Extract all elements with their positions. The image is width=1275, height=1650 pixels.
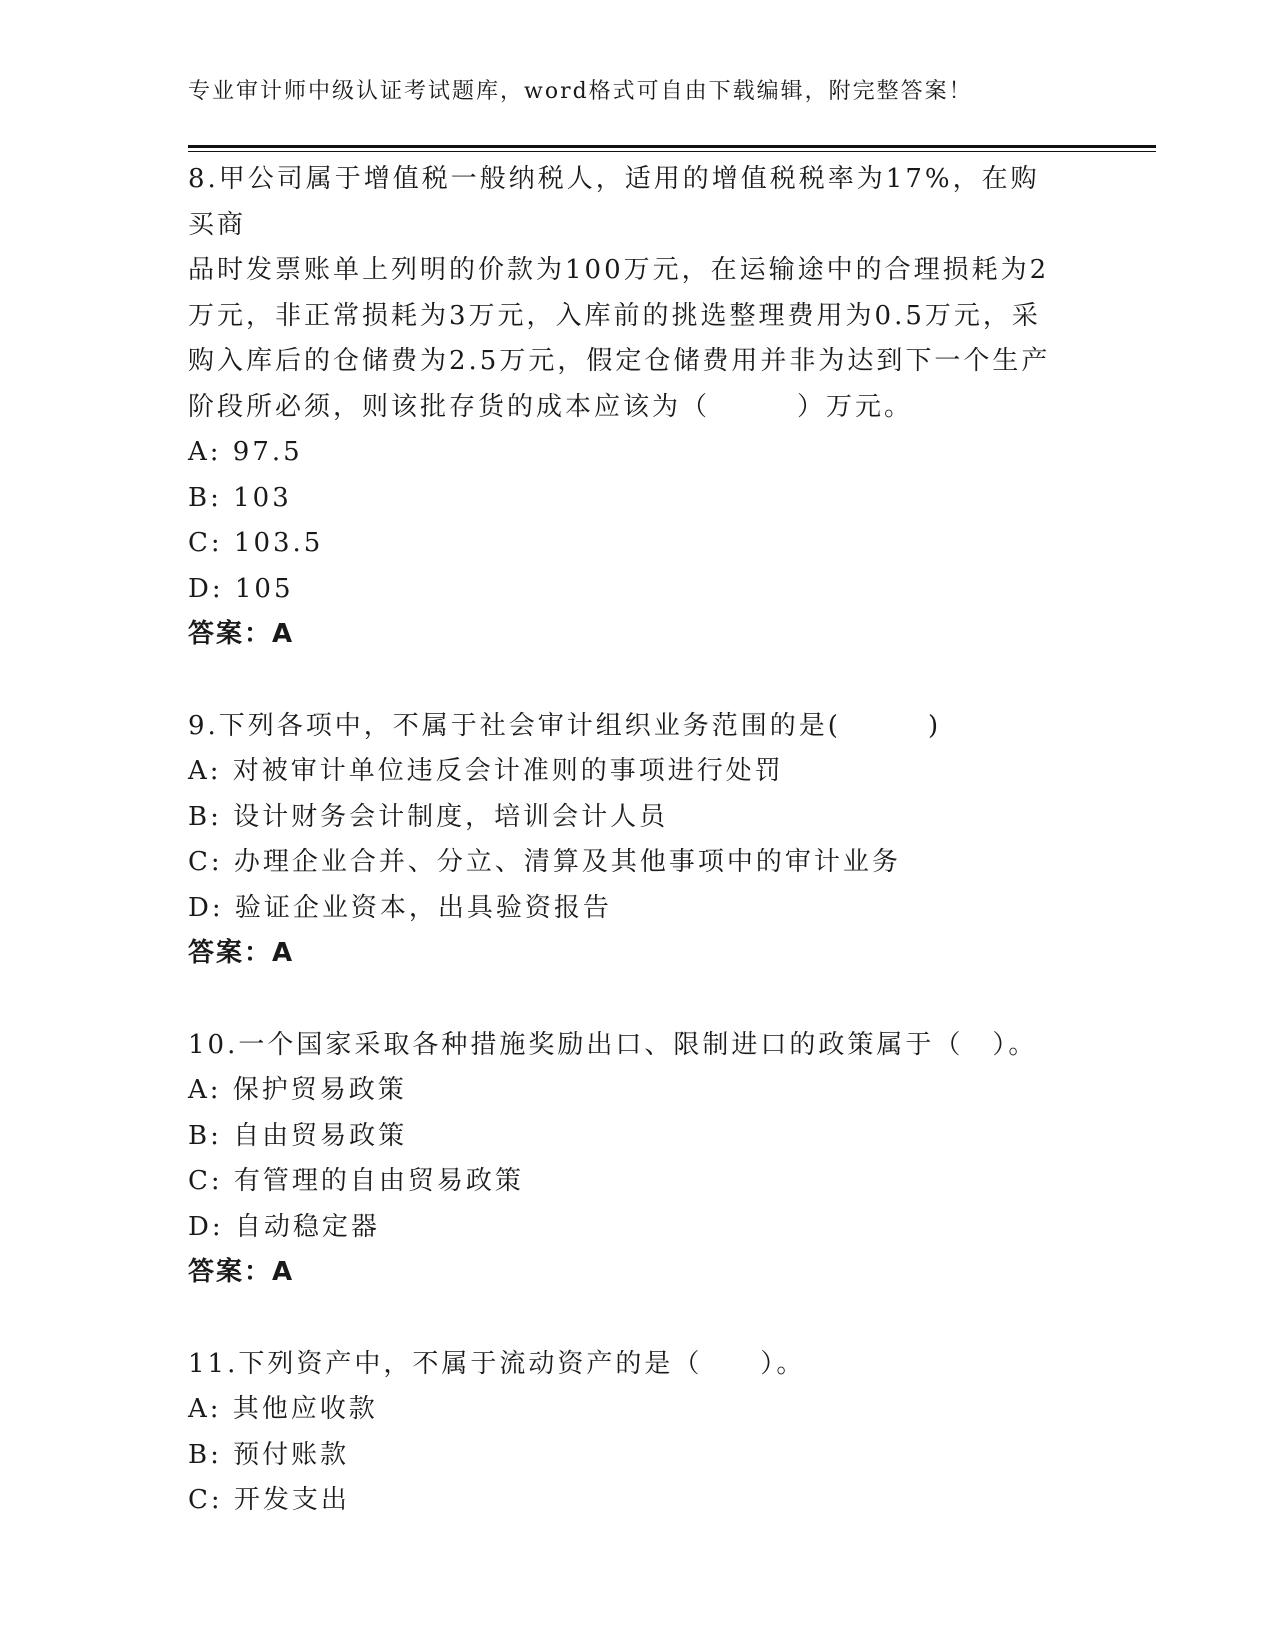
- option-a: A: 对被审计单位违反会计准则的事项进行处罚: [188, 756, 784, 786]
- option-b: B: 预付账款: [188, 1439, 350, 1470]
- stem-line: 万元，非正常损耗为3万元，入库前的挑选整理费用为0.5万元，采: [188, 300, 1041, 331]
- stem-line: 8.甲公司属于增值税一般纳税人，适用的增值税税率为17%，在购买商: [188, 164, 1040, 240]
- stem-line: 品时发票账单上列明的价款为100万元，在运输途中的合理损耗为2: [188, 255, 1050, 285]
- stem-line: 9.下列各项中，不属于社会审计组织业务范围的是( ): [188, 710, 942, 741]
- question-spacer: [188, 1296, 1088, 1342]
- option-d: D: 验证企业资本，出具验资报告: [188, 892, 612, 923]
- stem-line: 10.一个国家采取各种措施奖励出口、限制进口的政策属于（ ）。: [188, 1029, 1038, 1060]
- stem-line: 购入库后的仓储费为2.5万元，假定仓储费用并非为达到下一个生产: [188, 346, 1051, 376]
- option-a: A: 97.5: [188, 437, 303, 467]
- question-spacer: [188, 977, 1088, 1023]
- option-c: C: 有管理的自由贸易政策: [188, 1166, 524, 1196]
- answer-label: 答案：A: [188, 619, 295, 649]
- option-a: A: 保护贸易政策: [188, 1075, 407, 1105]
- question-stem: [188, 1342, 1068, 1388]
- question-list: [188, 157, 1088, 1524]
- option-c: C: 103.5: [188, 528, 324, 558]
- stem-line: 11.下列资产中，不属于流动资产的是（ ）。: [188, 1348, 806, 1379]
- option-d: D: 自动稳定器: [188, 1211, 380, 1242]
- header-rule-thin: [188, 151, 1156, 152]
- option-b: B: 设计财务会计制度，培训会计人员: [188, 801, 669, 832]
- header-rule-thick: [188, 145, 1156, 148]
- question-stem: [188, 1023, 1068, 1069]
- question-8: [188, 157, 1088, 658]
- page-header: 专业审计师中级认证考试题库，word格式可自由下载编辑，附完整答案！: [188, 79, 973, 104]
- question-9: [188, 704, 1088, 977]
- answer-label: 答案：A: [188, 938, 295, 968]
- question-10: [188, 1023, 1088, 1296]
- question-stem: [188, 157, 1068, 430]
- question-stem: [188, 704, 1068, 750]
- option-d: D: 105: [188, 573, 294, 604]
- question-11: [188, 1342, 1088, 1524]
- option-b: B: 自由贸易政策: [188, 1120, 408, 1151]
- option-c: C: 开发支出: [188, 1485, 350, 1515]
- stem-line: 阶段所必须，则该批存货的成本应该为（ ）万元。: [188, 391, 914, 422]
- question-spacer: [188, 658, 1088, 704]
- answer-label: 答案：A: [188, 1257, 295, 1287]
- option-b: B: 103: [188, 482, 292, 513]
- option-a: A: 其他应收款: [188, 1394, 378, 1424]
- option-c: C: 办理企业合并、分立、清算及其他事项中的审计业务: [188, 847, 901, 877]
